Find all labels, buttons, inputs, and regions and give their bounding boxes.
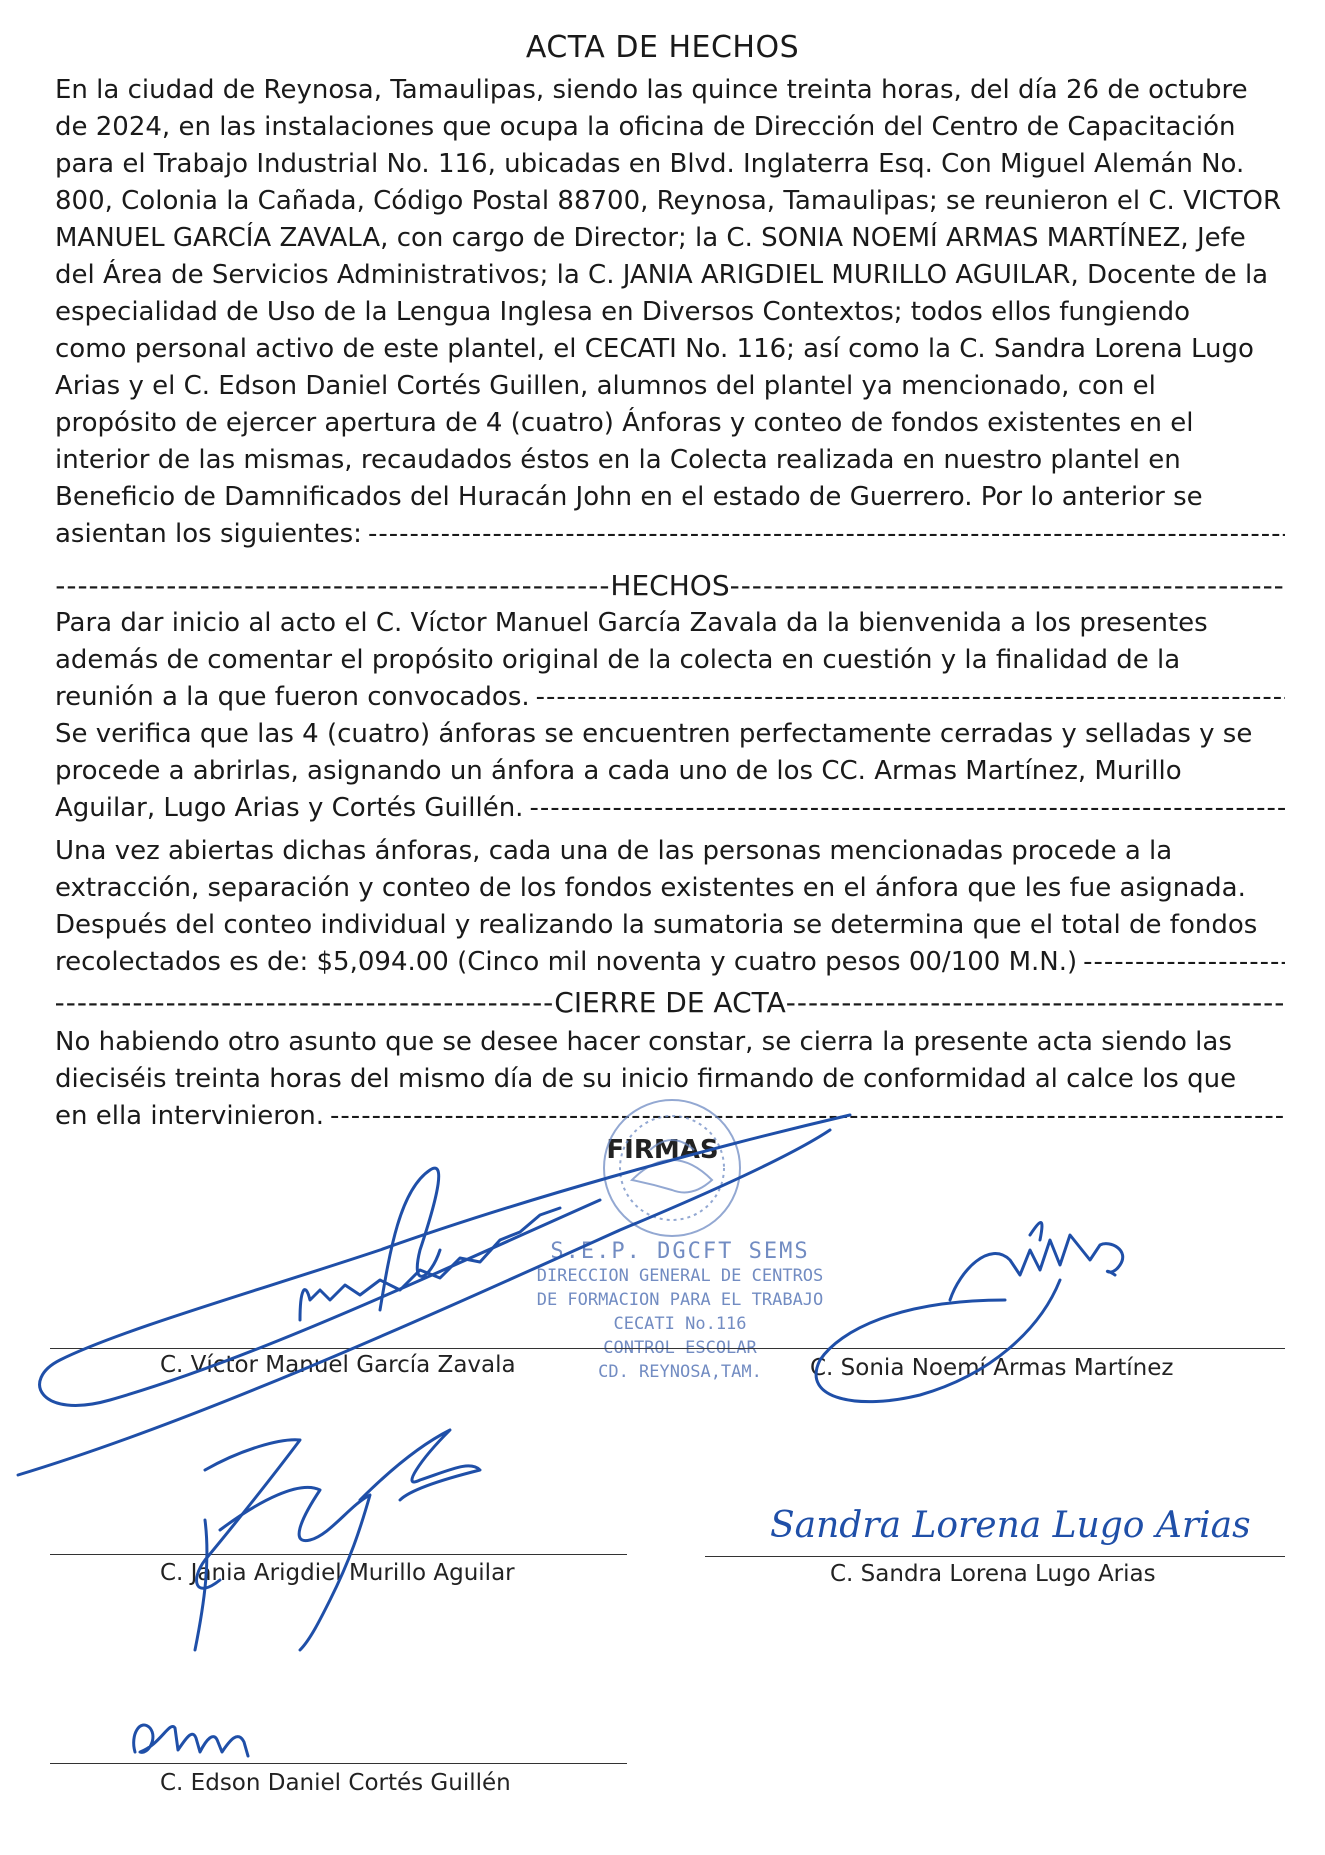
official-stamp [520, 1240, 840, 1384]
line-text: además de comentar el propósito original de la colecta en cuestión y la finalidad de la [55, 645, 1181, 675]
dash-filler [523, 790, 1285, 827]
line-text: procede a abrirlas, asignando un ánfora a cada uno de los CC. Armas Martínez, Murillo [55, 756, 1182, 786]
signatory-name: C. Sonia Noemí Armas Martínez [810, 1355, 1174, 1381]
hechos-paragraph-3 [55, 833, 1285, 981]
line-text: extracción, separación y conteo de los fondos existentes en el ánfora que les fue asignada. [55, 873, 1246, 903]
hechos-paragraph-2 [55, 716, 1285, 827]
signature-line [50, 1348, 1285, 1349]
signatory-name: C. Sandra Lorena Lugo Arias [830, 1561, 1156, 1587]
text-line [55, 405, 1285, 442]
line-text: Se verifica que las 4 (cuatro) ánforas se encuentren perfectamente cerradas y selladas y se [55, 719, 1253, 749]
text-line [55, 753, 1285, 790]
line-text: en ella intervinieron. [55, 1101, 325, 1131]
line-text: 800, Colonia la Cañada, Código Postal 88700, Reynosa, Tamaulipas; se reunieron el C. VICTOR [55, 186, 1282, 216]
text-line [55, 294, 1285, 331]
stamp-line: DE FORMACION PARA EL TRABAJO [536, 1290, 824, 1310]
section-heading: CIERRE DE ACTA [554, 985, 786, 1019]
line-text: Aguilar, Lugo Arias y Cortés Guillén. [55, 793, 524, 823]
stamp-line: CECATI No.116 [613, 1314, 747, 1334]
text-line [55, 516, 1285, 553]
text-line [55, 605, 1285, 642]
line-text: reunión a la que fueron convocados. [55, 682, 530, 712]
dash-filler [55, 569, 610, 602]
signature-jania [360, 1430, 480, 1500]
text-line [55, 442, 1285, 479]
dash-filler [1077, 944, 1285, 981]
text-line [55, 146, 1285, 183]
firmas-heading: FIRMAS [606, 1135, 719, 1165]
text-line [55, 1098, 1285, 1135]
signature-victor [380, 1168, 440, 1310]
text-line [55, 1024, 1285, 1061]
line-text: Una vez abiertas dichas ánforas, cada una de las personas mencionadas procede a la [55, 836, 1173, 866]
hechos-paragraph-1 [55, 605, 1285, 716]
line-text: dieciséis treinta horas del mismo día de su inicio firmando de conformidad al calce los que [55, 1064, 1237, 1094]
text-line [55, 679, 1285, 716]
text-line [55, 72, 1285, 109]
text-line [55, 907, 1285, 944]
line-text: Después del conteo individual y realizando la sumatoria se determina que el total de fondos [55, 910, 1258, 940]
stamp-line: DIRECCION GENERAL DE CENTROS [536, 1266, 824, 1286]
line-text: del Área de Servicios Administrativos; la C. JANIA ARIGDIEL MURILLO AGUILAR, Docente de la [55, 260, 1269, 290]
cierre-paragraph [55, 1024, 1285, 1135]
handwritten-signature: Sandra Lorena Lugo Arias [770, 1505, 1251, 1546]
section-hechos [55, 565, 1285, 605]
line-text: MANUEL GARCÍA ZAVALA, con cargo de Director; la C. SONIA NOEMÍ ARMAS MARTÍNEZ, Jefe [55, 223, 1246, 253]
line-text: asientan los siguientes: [55, 519, 362, 549]
line-text: Para dar inicio al acto el C. Víctor Manuel García Zavala da la bienvenida a los presentes [55, 608, 1208, 638]
text-line [55, 479, 1285, 516]
signature-line [50, 1554, 627, 1555]
line-text: interior de las mismas, recaudados éstos en la Colecta realizada en nuestro plantel en [55, 445, 1181, 475]
stamp-line: CD. REYNOSA,TAM. [598, 1362, 762, 1382]
text-line [55, 220, 1285, 257]
signature-sonia [950, 1235, 1123, 1300]
dash-filler [786, 986, 1285, 1019]
dash-filler [324, 1098, 1285, 1135]
dash-filler [730, 569, 1285, 602]
text-line [55, 1061, 1285, 1098]
line-text: de 2024, en las instalaciones que ocupa la oficina de Dirección del Centro de Capacitación [55, 112, 1236, 142]
intro-paragraph [55, 72, 1285, 553]
signatory-name: C. Edson Daniel Cortés Guillén [160, 1770, 511, 1796]
text-line [55, 368, 1285, 405]
stamp-line: CONTROL ESCOLAR [603, 1338, 757, 1358]
signature-sonia [816, 1280, 1060, 1402]
line-text: como personal activo de este plantel, el CECATI No. 116; así como la C. Sandra Lorena Lugo [55, 334, 1254, 364]
dash-filler [362, 516, 1285, 553]
line-text: En la ciudad de Reynosa, Tamaulipas, siendo las quince treinta horas, del día 26 de octubre [55, 75, 1248, 105]
text-line [55, 642, 1285, 679]
stamp-line: S.E.P. DGCFT SEMS [550, 1239, 810, 1264]
dash-filler [530, 679, 1285, 716]
text-line [55, 331, 1285, 368]
line-text: para el Trabajo Industrial No. 116, ubicadas en Blvd. Inglaterra Esq. Con Miguel Alemán No. [55, 149, 1245, 179]
line-text: propósito de ejercer apertura de 4 (cuatro) Ánforas y conteo de fondos existentes en el [55, 408, 1194, 438]
text-line [55, 257, 1285, 294]
dash-filler [55, 986, 554, 1019]
signatory-name: C. Jania Arigdiel Murillo Aguilar [160, 1560, 515, 1586]
signatory-name: C. Víctor Manuel García Zavala [160, 1352, 516, 1378]
text-line [55, 790, 1285, 827]
line-text: Beneficio de Damnificados del Huracán John en el estado de Guerrero. Por lo anterior se [55, 482, 1203, 512]
document-title: ACTA DE HECHOS [525, 30, 800, 65]
signature-edson [134, 1725, 248, 1756]
text-line [55, 870, 1285, 907]
line-text: No habiendo otro asunto que se desee hacer constar, se cierra la presente acta siendo las [55, 1027, 1232, 1057]
line-text: recolectados es de: $5,094.00 (Cinco mil noventa y cuatro pesos 00/100 M.N.) [55, 947, 1078, 977]
signature-line [50, 1763, 627, 1764]
text-line [55, 716, 1285, 753]
text-line [55, 944, 1285, 981]
text-line [55, 183, 1285, 220]
line-text: Arias y el C. Edson Daniel Cortés Guillen, alumnos del plantel ya mencionado, con el [55, 371, 1156, 401]
section-heading: HECHOS [610, 568, 730, 602]
signature-sonia [1030, 1223, 1042, 1241]
text-line [55, 109, 1285, 146]
signature-line [705, 1556, 1285, 1557]
line-text: especialidad de Uso de la Lengua Inglesa en Diversos Contextos; todos ellos fungiendo [55, 297, 1190, 327]
text-line [55, 833, 1285, 870]
section-cierre [55, 982, 1285, 1022]
